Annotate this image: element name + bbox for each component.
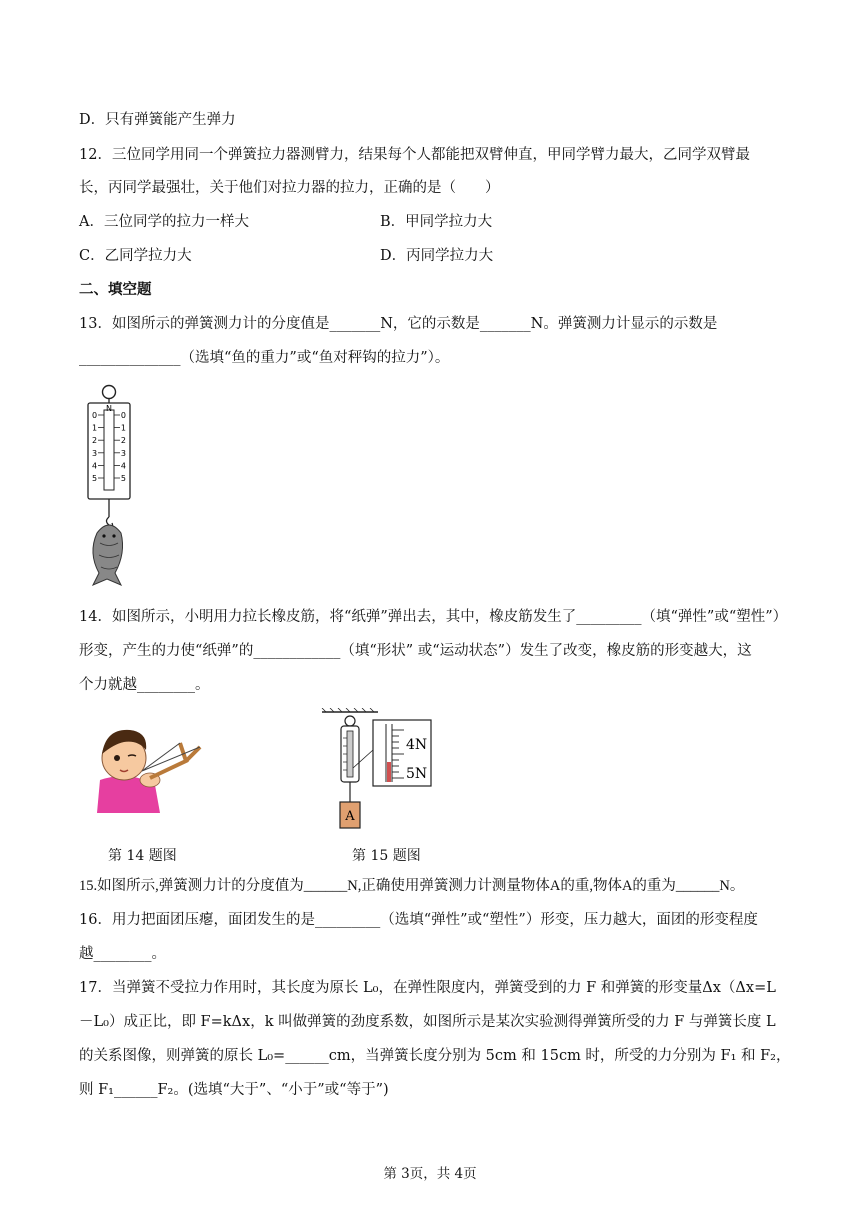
scale-tick-label-right: 1 xyxy=(120,423,126,433)
scale-tick-label-right: 5 xyxy=(120,474,126,483)
q12-option-a: A．三位同学的拉力一样大 xyxy=(79,214,249,230)
q13-stem-line1: 13．如图所示的弹簧测力计的分度值是_______N，它的示数是_______N。弹簧测力计显示的示数是 xyxy=(79,316,718,332)
q13-stem-line2: ______________（选填“鱼的重力”或“鱼对秤钩的拉力”）。 xyxy=(79,350,450,366)
label-4n: 4N xyxy=(406,737,428,753)
q14-stem-line3: 个力就越________。 xyxy=(79,677,210,693)
section-heading: 二、填空题 xyxy=(79,281,152,298)
q15-spring-scale-figure xyxy=(320,708,440,836)
q14-stem-line2: 形变，产生的力使“纸弹”的____________（填“形状” 或“运动状态”）发生了改变，橡皮筋的形变越大，这 xyxy=(79,643,752,659)
scale-tick-label-left: 1 xyxy=(92,423,98,433)
q17-stem-line3: 的关系图像，则弹簧的原长 L₀=______cm，当弹簧长度分别为 5cm 和 15cm 时，所受的力分别为 F₁ 和 F₂， xyxy=(79,1048,791,1064)
q15-caption: 第 15 题图 xyxy=(352,848,421,864)
q11-option-d: D．只有弹簧能产生弹力 xyxy=(79,112,236,128)
scale-tick-label-left: 4 xyxy=(92,461,98,471)
q17-stem-line1: 17．当弹簧不受拉力作用时，其长度为原长 L₀，在弹性限度内，弹簧受到的力 F 和弹簧的形变量Δx（Δx=L xyxy=(79,980,776,996)
q15-stem: 15.如图所示,弹簧测力计的分度值为______N,正确使用弹簧测力计测量物体A的重,物体A的重为______N。 xyxy=(79,878,745,894)
hanging-ring-icon xyxy=(103,386,116,399)
scale-tick-label-left: 5 xyxy=(92,474,98,483)
fish-icon xyxy=(93,525,123,585)
q17-stem-line4: 则 F₁______F₂。(选填“大于”、“小于”或“等于”) xyxy=(79,1082,389,1098)
block-a-label: A xyxy=(345,809,355,824)
q13-spring-scale-figure xyxy=(80,383,140,593)
hanging-ring-icon xyxy=(345,716,355,726)
q16-stem-line2: 越________。 xyxy=(79,946,166,962)
q14-caption: 第 14 题图 xyxy=(108,848,177,864)
q12-stem-line1: 12．三位同学用同一个弹簧拉力器测臂力，结果每个人都能把双臂伸直，甲同学臂力最大，乙同学双臂最 xyxy=(79,147,750,163)
q12-option-d: D．丙同学拉力大 xyxy=(380,248,494,264)
scale-unit-label: N xyxy=(106,404,112,413)
scale-tick-label-right: 3 xyxy=(120,448,126,458)
scale-tick-label-left: 3 xyxy=(92,448,98,458)
page-footer: 第 3页，共 4页 xyxy=(383,1166,477,1182)
scale-tick-label-right: 2 xyxy=(120,436,126,446)
slingshot-fork xyxy=(180,743,200,761)
scale-tick-label-right: 0 xyxy=(120,411,126,420)
scale-tick-label-left: 2 xyxy=(92,436,98,446)
scale-tick-label-left: 0 xyxy=(92,411,98,420)
scale-tick-label-right: 4 xyxy=(120,461,126,471)
q14-slingshot-boy-figure xyxy=(90,720,210,815)
q12-stem-line2: 长，丙同学最强壮，关于他们对拉力器的拉力，正确的是（ ） xyxy=(79,180,500,196)
q16-stem-line1: 16．用力把面团压瘪，面团发生的是_________（选填“弹性”或“塑性”）形变，压力越大，面团的形变程度 xyxy=(79,912,758,928)
q14-stem-line1: 14．如图所示，小明用力拉长橡皮筋，将“纸弹”弹出去，其中，橡皮筋发生了_________（填“弹性”或“塑性”） xyxy=(79,609,788,625)
slingshot-handle xyxy=(150,760,188,778)
q12-option-c: C．乙同学拉力大 xyxy=(79,248,192,264)
q17-stem-line2: －L₀）成正比，即 F=kΔx，k 叫做弹簧的劲度系数，如图所示是某次实验测得弹簧所受的力 F 与弹簧长度 L xyxy=(79,1014,776,1030)
q12-option-b: B．甲同学拉力大 xyxy=(380,214,493,230)
label-5n: 5N xyxy=(406,766,428,782)
